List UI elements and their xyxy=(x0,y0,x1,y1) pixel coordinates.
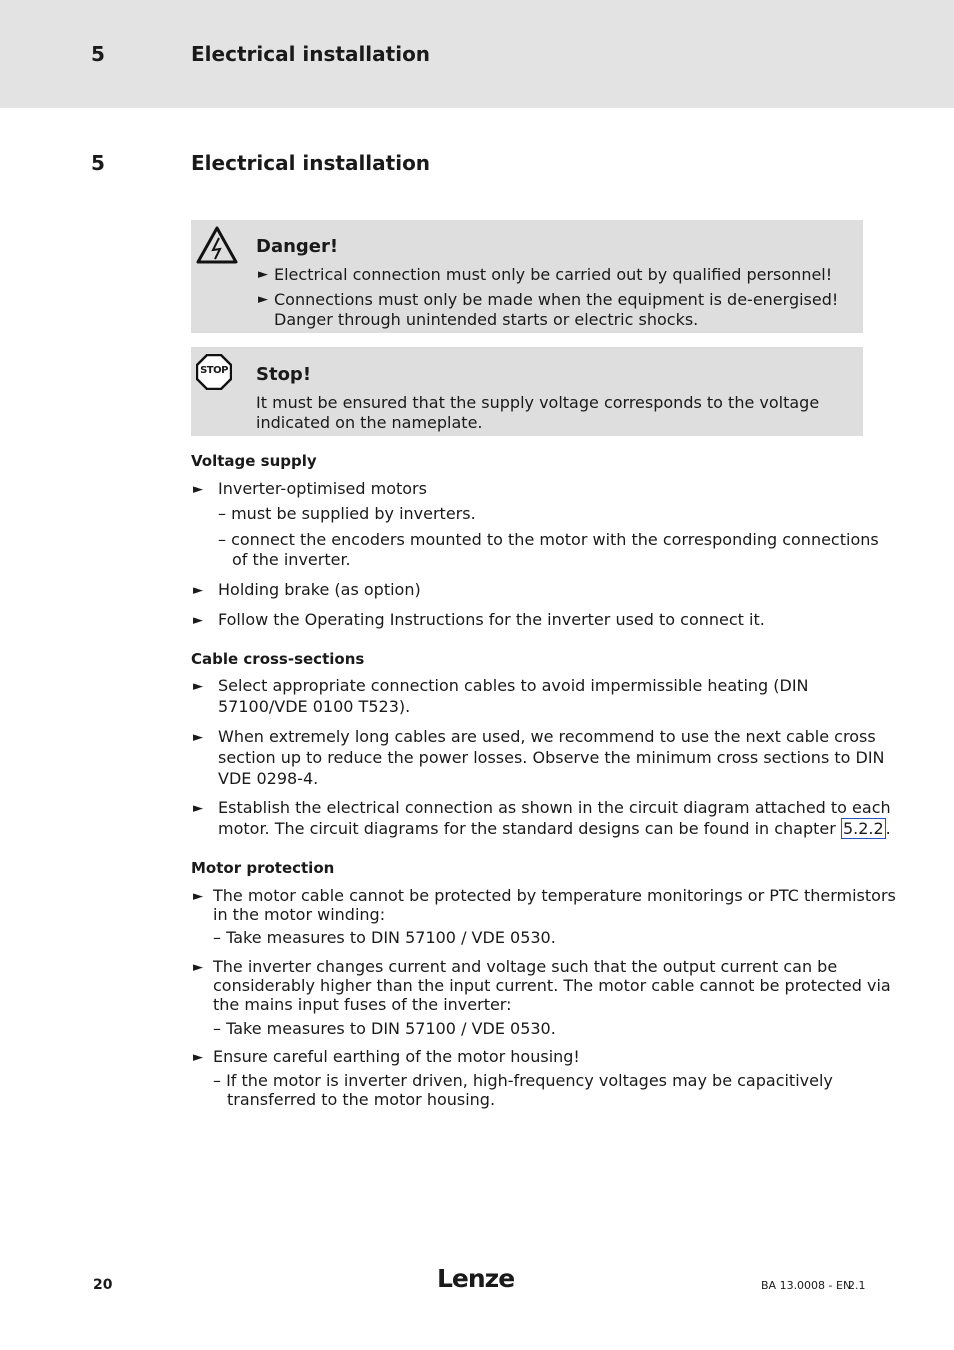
list-item-continued: VDE 0298-4. xyxy=(218,769,319,788)
section-number: 5 xyxy=(91,151,105,175)
danger-item: Connections must only be made when the equipment is de-energised! xyxy=(274,290,839,309)
header-chapter-number: 5 xyxy=(91,42,105,66)
list-item-end: . xyxy=(885,819,891,838)
list-subitem: – Take measures to DIN 57100 / VDE 0530. xyxy=(213,928,556,947)
warning-voltage-icon xyxy=(195,225,239,265)
bullet-arrow-icon: ► xyxy=(193,730,203,745)
document-version: 2.1 xyxy=(848,1279,866,1292)
list-item: Holding brake (as option) xyxy=(218,580,421,599)
chapter-link[interactable]: 5.2.2 xyxy=(842,819,884,838)
bullet-arrow-icon: ► xyxy=(193,613,203,628)
page-number: 20 xyxy=(93,1277,113,1293)
danger-title: Danger! xyxy=(256,236,339,257)
list-subitem: – connect the encoders mounted to the motor with the corresponding connections xyxy=(218,530,879,549)
stop-sign-icon xyxy=(196,354,232,390)
list-subitem: – Take measures to DIN 57100 / VDE 0530. xyxy=(213,1019,556,1038)
list-item: The inverter changes current and voltage such that the output current can be xyxy=(213,957,838,976)
bullet-arrow-icon: ► xyxy=(258,292,268,307)
list-item: Inverter-optimised motors xyxy=(218,479,427,498)
motor-protection-heading: Motor protection xyxy=(191,859,335,877)
stop-sign-label: STOP xyxy=(200,365,228,376)
document-code: BA 13.0008 - EN xyxy=(761,1279,852,1292)
list-item-text: motor. The circuit diagrams for the standard designs can be found in chapter xyxy=(218,819,836,838)
lenze-logo: Lenze xyxy=(437,1264,515,1293)
list-item: The motor cable cannot be protected by temperature monitorings or PTC thermistors xyxy=(213,886,896,905)
list-item: Follow the Operating Instructions for the inverter used to connect it. xyxy=(218,610,765,629)
bullet-arrow-icon: ► xyxy=(193,1050,203,1065)
list-item-continued: in the motor winding: xyxy=(213,905,386,924)
list-item-continued: 57100/VDE 0100 T523). xyxy=(218,697,411,716)
list-subitem-continued: of the inverter. xyxy=(232,550,351,569)
stop-title: Stop! xyxy=(256,364,312,385)
header-chapter-title: Electrical installation xyxy=(191,42,431,66)
header-band xyxy=(0,0,954,108)
bullet-arrow-icon: ► xyxy=(193,482,203,497)
cable-heading: Cable cross-sections xyxy=(191,650,365,668)
bullet-arrow-icon: ► xyxy=(193,960,203,975)
list-subitem: – If the motor is inverter driven, high-frequency voltages may be capacitively xyxy=(213,1071,833,1090)
stop-text-line: indicated on the nameplate. xyxy=(256,413,483,432)
bullet-arrow-icon: ► xyxy=(193,801,203,816)
bullet-arrow-icon: ► xyxy=(258,267,268,282)
voltage-supply-heading: Voltage supply xyxy=(191,452,317,470)
danger-item: Electrical connection must only be carried out by qualified personnel! xyxy=(274,265,833,284)
list-subitem-continued: transferred to the motor housing. xyxy=(227,1090,496,1109)
list-subitem: – must be supplied by inverters. xyxy=(218,504,476,523)
list-item: Ensure careful earthing of the motor housing! xyxy=(213,1047,580,1066)
list-item-continued xyxy=(218,819,891,839)
stop-text-line: It must be ensured that the supply voltage corresponds to the voltage xyxy=(256,393,820,412)
bullet-arrow-icon: ► xyxy=(193,889,203,904)
list-item-continued: considerably higher than the input current. The motor cable cannot be protected via xyxy=(213,976,891,995)
section-title: Electrical installation xyxy=(191,151,431,175)
bullet-arrow-icon: ► xyxy=(193,583,203,598)
danger-item-continued: Danger through unintended starts or electric shocks. xyxy=(274,310,699,329)
bullet-arrow-icon: ► xyxy=(193,679,203,694)
list-item: Select appropriate connection cables to avoid impermissible heating (DIN xyxy=(218,676,809,695)
list-item-continued: the mains input fuses of the inverter: xyxy=(213,995,512,1014)
list-item-continued: section up to reduce the power losses. Observe the minimum cross sections to DIN xyxy=(218,748,885,767)
list-item: When extremely long cables are used, we recommend to use the next cable cross xyxy=(218,727,876,746)
list-item: Establish the electrical connection as shown in the circuit diagram attached to each xyxy=(218,798,891,817)
